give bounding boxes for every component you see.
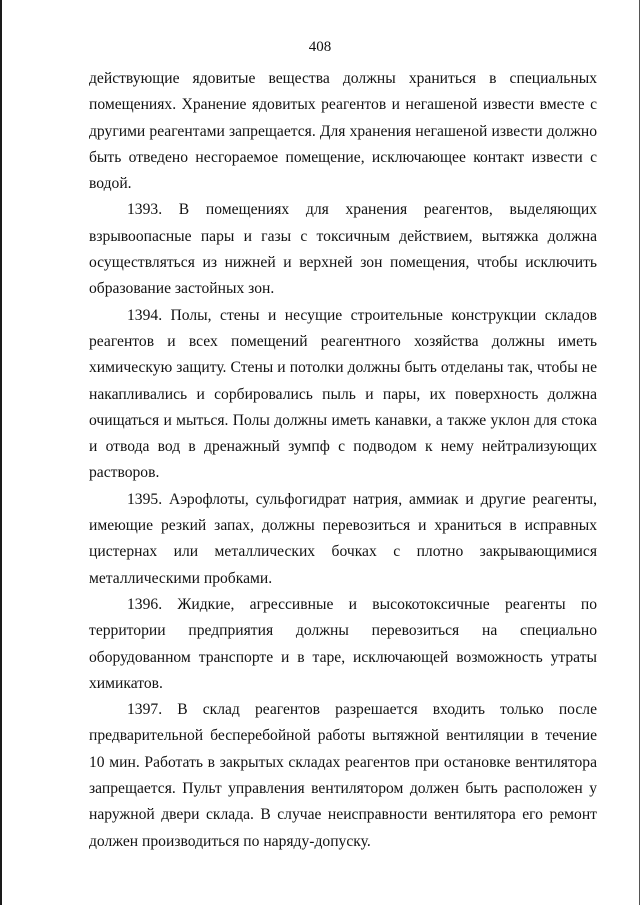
paragraph-1397: 1397. В склад реагентов разрешается входить только после предварительной бесперебойной работы вытяжной вентиляции в течение 10 мин. Работать в закрытых складах реагентов при остановке вентилятора запрещается. Пульт управления вентилятором должен быть расположен у наружной двери склада. В случае неисправности вентилятора его ремонт должен производиться по наряду-допуску.	[89, 701, 597, 850]
scan-edge-left	[0, 0, 2, 905]
page-number: 408	[308, 39, 332, 55]
paragraph-continuation: действующие ядовитые вещества должны храниться в специальных помещениях. Хранение ядовитых реагентов и негашеной извести вместе с другими реагентами запрещается. Для хранения негашеной извести должно быть отведено несгораемое помещение, исключающее контакт извести с водой.	[89, 70, 597, 193]
paragraph-1396: 1396. Жидкие, агрессивные и высокотоксичные реагенты по территории предприятия должны перевозиться на специально оборудованном транспорте и в таре, исключающей возможность утраты химикатов.	[89, 595, 597, 692]
document-body	[89, 66, 597, 855]
paragraph-1394: 1394. Полы, стены и несущие строительные конструкции складов реагентов и всех помещений реагентного хозяйства должны иметь химическую защиту. Стены и потолки должны быть отделаны так, чтобы не накапливались и сорбировались пыль и пары, их поверхность должна очищаться и мыться. Полы должны иметь канавки, а также уклон для стока и отвода вод в дренажный зумпф с подводом к нему нейтрализующих растворов.	[89, 306, 597, 482]
paragraph-1393: 1393. В помещениях для хранения реагентов, выделяющих взрывоопасные пары и газы с токсичным действием, вытяжка должна осуществляться из нижней и верхней зон помещения, чтобы исключить образование застойных зон.	[89, 201, 597, 298]
paragraph-1395: 1395. Аэрофлоты, сульфогидрат натрия, аммиак и другие реагенты, имеющие резкий запах, должны перевозиться и храниться в исправных цистернах или металлических бочках с плотно закрывающимися металлическими пробками.	[89, 490, 597, 587]
